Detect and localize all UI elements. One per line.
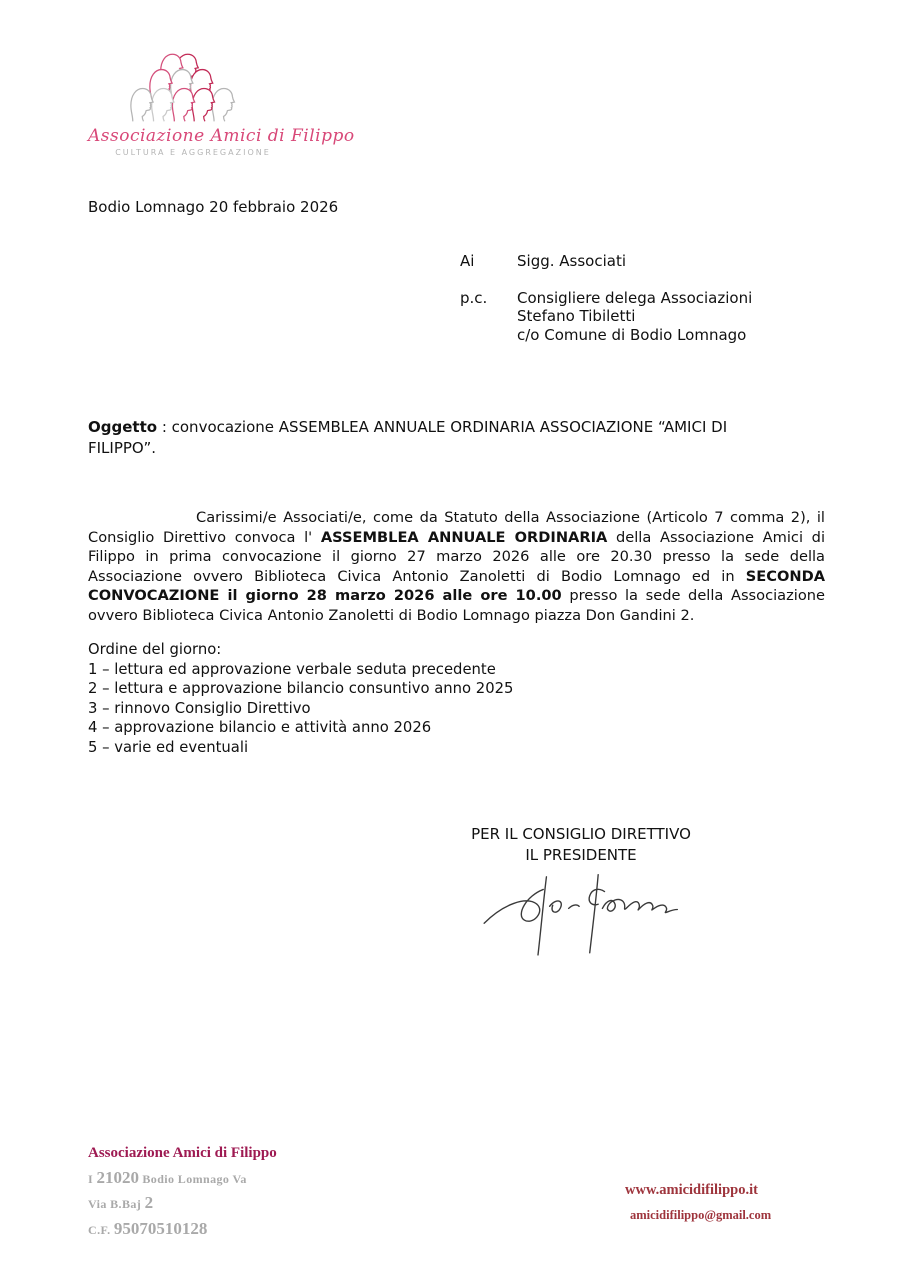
recipient-line: Sigg. Associati — [517, 252, 626, 270]
footer-address-line: Via B.Baj 2 — [88, 1193, 154, 1212]
body-paragraph: Carissimi/e Associati/e, come da Statuto della Associazione (Articolo 7 comma 2), il Consiglio Direttivo convoca l' ASSEMBLEA ANNUALE ORDINARIA della Associazione Amici di Filippo in prima convocazione il giorno 27 marzo 2026 alle ore 20.30 presso la sede della Associazione ovvero Biblioteca Civica Antonio Zanoletti di Bodio Lomnago ed in SECONDA CONVOCAZIONE il giorno 28 marzo 2026 alle ore 10.00 presso la sede della Associazione ovvero Biblioteca Civica Antonio Zanoletti di Bodio Lomnago piazza Don Gandini 2. — [88, 509, 825, 624]
website-link[interactable]: www.amicidifilippo.it — [625, 1182, 758, 1198]
closing-block — [416, 824, 746, 866]
subject-line — [88, 417, 798, 459]
agenda-item: 5 – varie ed eventuali — [88, 738, 249, 756]
president-signature — [478, 862, 693, 957]
recipient-lines — [517, 289, 752, 345]
recipient-row-pc — [460, 289, 752, 345]
logo-association-name: Associazione Amici di Filippo — [88, 126, 355, 146]
footer-address-block — [88, 1142, 277, 1242]
closing-line-council: PER IL CONSIGLIO DIRETTIVO — [471, 825, 691, 843]
heads-pyramid-icon — [126, 50, 238, 124]
date-line: Bodio Lomnago 20 febbraio 2026 — [88, 198, 339, 216]
recipient-line: Consigliere delega Associazioni — [517, 288, 753, 307]
footer-fiscal-code: C.F. 95070510128 — [88, 1218, 208, 1238]
recipient-line: c/o Comune di Bodio Lomnago — [517, 325, 747, 344]
subject-text: : convocazione ASSEMBLEA ANNUALE ORDINARIA ASSOCIAZIONE “AMICI DI FILIPPO”. — [88, 418, 728, 457]
footer-address-line: I 21020 Bodio Lomnago Va — [88, 1167, 247, 1187]
closing-line-president: IL PRESIDENTE — [525, 846, 637, 864]
agenda-item: 2 – lettura e approvazione bilancio consuntivo anno 2025 — [88, 680, 514, 698]
agenda-item: 1 – lettura ed approvazione verbale seduta precedente — [88, 660, 496, 678]
footer-org-name: Associazione Amici di Filippo — [88, 1145, 277, 1161]
association-logo — [88, 50, 355, 157]
agenda-heading: Ordine del giorno: — [88, 641, 222, 658]
recipient-label: Ai — [460, 252, 475, 270]
agenda-item: 4 – approvazione bilancio e attività anno 2026 — [88, 719, 432, 737]
agenda-item: 3 – rinnovo Consiglio Direttivo — [88, 699, 311, 717]
logo-tagline: CULTURA E AGGREGAZIONE — [115, 148, 271, 157]
recipients-block — [460, 252, 752, 344]
email-link[interactable]: amicidifilippo@gmail.com — [630, 1208, 772, 1222]
recipient-label: p.c. — [460, 288, 488, 307]
subject-label: Oggetto — [88, 418, 158, 436]
recipient-lines — [517, 252, 626, 271]
agenda-block — [88, 640, 513, 758]
footer-contacts-block — [625, 1182, 771, 1223]
recipient-row-associati — [460, 252, 752, 271]
recipient-line: Stefano Tibiletti — [517, 307, 636, 325]
